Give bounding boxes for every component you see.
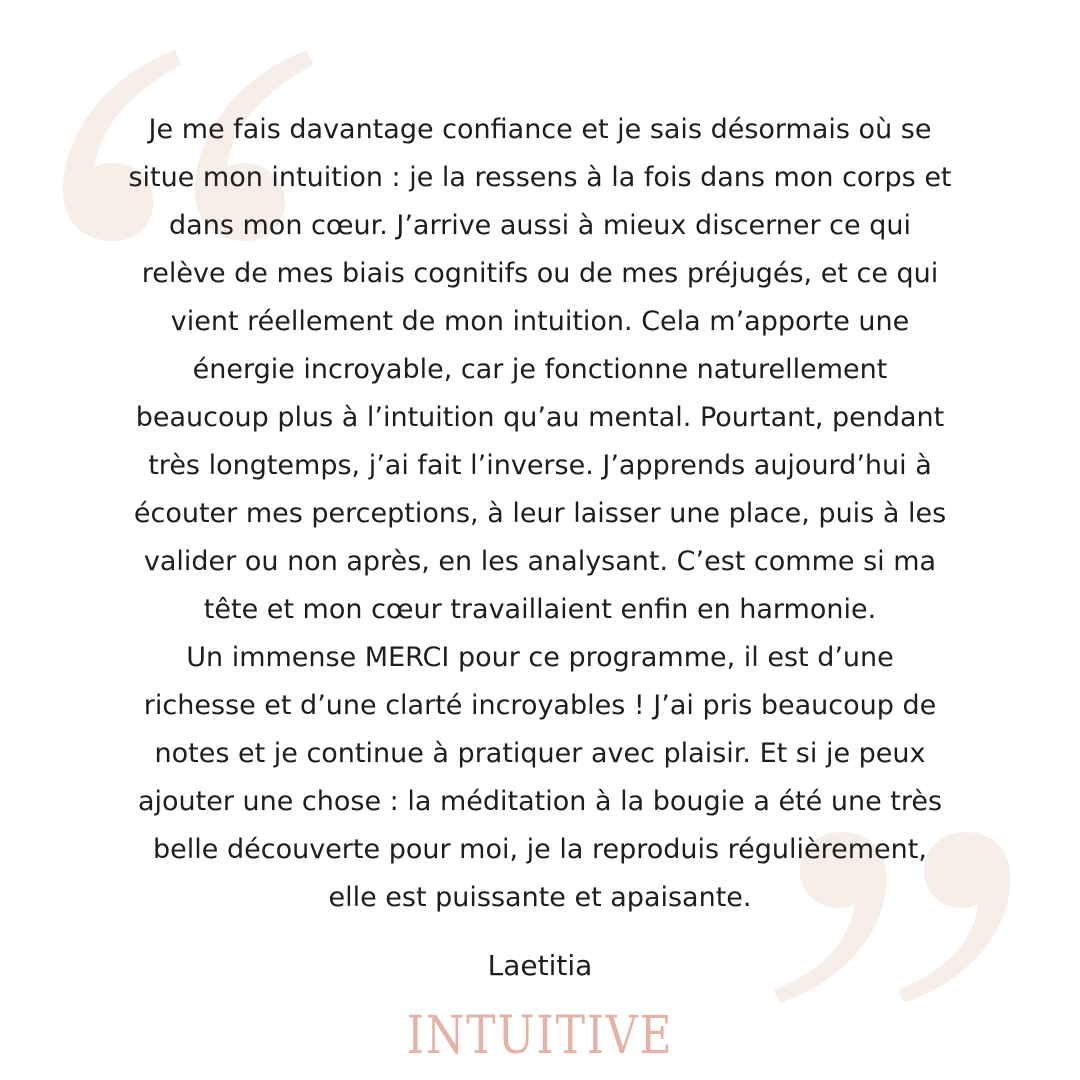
testimonial-line: richesse et d’une clarté incroyables ! J’ai pris beaucoup de (143, 690, 937, 721)
author-name: Laetitia (487, 949, 593, 982)
testimonial-line: relève de mes biais cognitifs ou de mes préjugés, et ce qui (141, 258, 939, 289)
brand-logo: INTUITIVE (406, 1006, 674, 1066)
testimonial-line: énergie incroyable, car je fonctionne naturellement (192, 354, 888, 385)
testimonial-line: notes et je continue à pratiquer avec plaisir. Et si je peux (154, 738, 926, 769)
testimonial-line: tête et mon cœur travaillaient enfin en harmonie. (203, 594, 877, 625)
testimonial-line: beaucoup plus à l’intuition qu’au mental. Pourtant, pendant (135, 402, 945, 433)
testimonial-line: valider ou non après, en les analysant. C’est comme si ma (143, 546, 937, 577)
testimonial-line: vient réellement de mon intuition. Cela m’apporte une (170, 306, 910, 337)
testimonial-line: très longtemps, j’ai fait l’inverse. J’apprends aujourd’hui à (148, 450, 932, 481)
testimonial-line: dans mon cœur. J’arrive aussi à mieux discerner ce qui (169, 210, 911, 241)
testimonial-line: elle est puissante et apaisante. (328, 882, 752, 913)
testimonial-text (60, 106, 1020, 922)
testimonial-line: ajouter une chose : la méditation à la bougie a été une très (137, 786, 943, 817)
testimonial-line: Un immense MERCI pour ce programme, il est d’une (186, 642, 894, 673)
testimonial-line: écouter mes perceptions, à leur laisser une place, puis à les (133, 498, 947, 529)
testimonial-line: situe mon intuition : je la ressens à la fois dans mon corps et (128, 162, 952, 193)
testimonial-line: belle découverte pour moi, je la reproduis régulièrement, (153, 834, 927, 865)
testimonial-line: Je me fais davantage confiance et je sais désormais où se (148, 114, 932, 145)
